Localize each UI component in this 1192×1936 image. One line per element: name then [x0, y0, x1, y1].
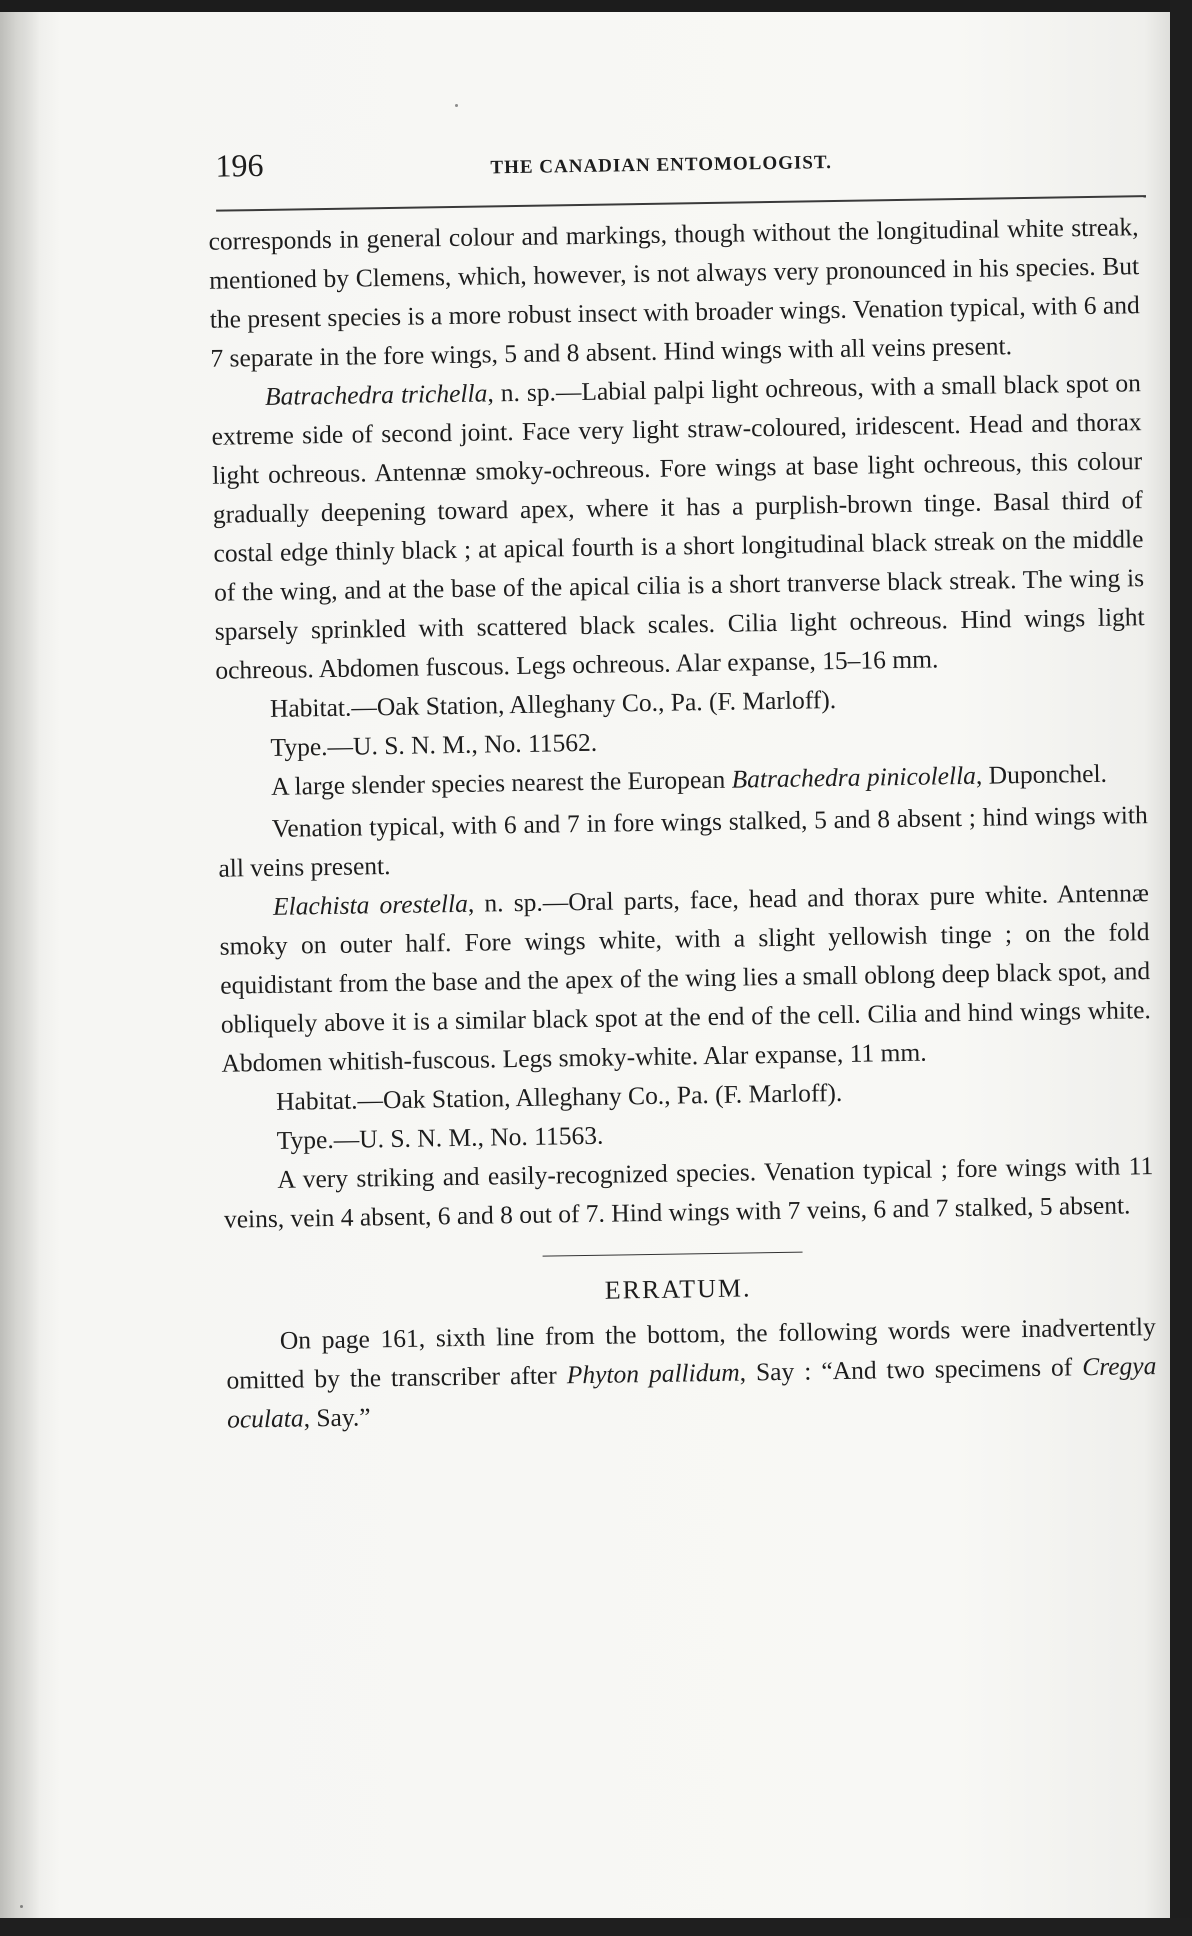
- text-run: , Say.”: [303, 1402, 371, 1433]
- binding-shadow: [0, 0, 40, 1936]
- running-head: THE CANADIAN ENTOMOLOGIST.: [490, 151, 833, 179]
- section-divider: [543, 1252, 803, 1257]
- erratum-title: ERRATUM.: [604, 1273, 752, 1305]
- paragraph: [208, 207, 1140, 378]
- text-run: , n. sp.—Oral parts, face, head and thorax pure white. Antennæ smoky on outer half. Fore wings white, with a slight yellowish tinge ; on the fold equidistant from the base and the apex of the wing lies a small oblong deep black spot, and obliquely above it is a similar black spot at the end of the cell. Cilia and hind wings white. Abdomen whitish-fuscous. Legs smoky-white. Alar expanse, 11 mm.: [219, 878, 1152, 1078]
- text-run: Habitat.—Oak Station, Alleghany Co., Pa. (F. Marloff).: [275, 1077, 843, 1116]
- text-run: , Duponchel.: [975, 758, 1108, 790]
- text-run: , Say : “And two specimens of: [739, 1352, 1083, 1387]
- erratum-paragraph: [226, 1307, 1158, 1439]
- paragraph: [223, 1146, 1154, 1239]
- body-text: [196, 207, 1162, 1239]
- scan-border-right: [1170, 0, 1192, 1936]
- paragraph: [211, 363, 1146, 690]
- scan-speck: [20, 1905, 23, 1908]
- species-name: Cregya oculata: [226, 1351, 1157, 1434]
- text-run: On page 161, sixth line from the bottom, the following words were inadvertently omitted by the transcriber after: [226, 1312, 1156, 1395]
- text-run: A large slender species nearest the European: [270, 764, 732, 801]
- text-run: Venation typical, with 6 and 7 in fore wings stalked, 5 and 8 absent ; hind wings with all veins present.: [218, 800, 1148, 883]
- paragraph: [219, 873, 1152, 1083]
- species-name: Batrachedra trichella: [264, 378, 488, 411]
- scan-border-top: [0, 0, 1192, 12]
- scan-border-bottom: [0, 1918, 1192, 1936]
- species-name: Phyton pallidum: [566, 1357, 740, 1390]
- page-number: 196: [215, 146, 264, 184]
- paragraph: [218, 795, 1149, 888]
- text-run: Habitat.—Oak Station, Alleghany Co., Pa. (F. Marloff).: [269, 685, 837, 723]
- species-name: Batrachedra pinicolella: [731, 760, 977, 794]
- scan-speck: [455, 104, 458, 107]
- species-name: Elachista orestella: [272, 888, 469, 921]
- page-header: [195, 125, 1146, 190]
- text-run: A very striking and easily-recognized species. Venation typical ; fore wings with 11 veins, vein 4 absent, 6 and 8 out of 7. Hind wings with 7 veins, 6 and 7 stalked, 5 absent.: [223, 1151, 1154, 1234]
- page-content: [195, 125, 1165, 1439]
- text-run: Type.—U. S. N. M., No. 11563.: [276, 1120, 604, 1155]
- text-run: , n. sp.—Labial palpi light ochreous, with a small black spot on extreme side of second joint. Face very light straw-coloured, iridescent. Head and thorax light ochreous. Antennæ smoky-ochreous. Fore wings at base light ochreous, this colour gradually deepening toward apex, where it has a purplish-brown tinge. Basal third of costal edge thinly black ; at apical fourth is a short longitudinal black streak on the middle of the wing, and at the base of the apical cilia is a short tranverse black streak. The wing is sparsely sprinkled with scattered black scales. Cilia light ochreous. Hind wings light ochreous. Abdomen fuscous. Legs ochreous. Alar expanse, 15–16 mm.: [211, 368, 1145, 685]
- text-run: Type.—U. S. N. M., No. 11562.: [270, 727, 598, 762]
- text-run: corresponds in general colour and markings, though without the longitudinal white streak, mentioned by Clemens, which, however, is not always very pronounced in his species. But the present species is a more robust insect with broader wings. Venation typical, with 6 and 7 separate in the fore wings, 5 and 8 absent. Hind wings with all veins present.: [208, 212, 1140, 373]
